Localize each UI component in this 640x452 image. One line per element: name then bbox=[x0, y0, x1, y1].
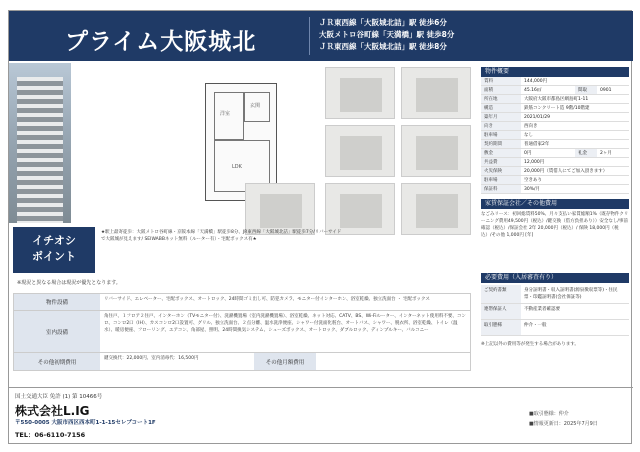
required-value: 身分証明書・収入証明書(源泉徴収票等)・住民票・印鑑証明書(会社保証等) bbox=[524, 288, 618, 300]
property-flyer bbox=[8, 10, 632, 444]
spec-key: 火災保険 bbox=[481, 167, 521, 175]
spec-row bbox=[481, 158, 629, 167]
building-photo bbox=[9, 63, 71, 223]
spec-value: 大阪府大阪市都島区網島町1-11 bbox=[524, 97, 589, 102]
spec-value: 普通借家2年 bbox=[524, 142, 550, 147]
company-tel: TEL：06-6110-7156 bbox=[15, 431, 86, 439]
floorplan-label: LDK bbox=[232, 164, 242, 170]
spec-key: 共益費 bbox=[481, 158, 521, 166]
spec-key: 賃料 bbox=[481, 77, 521, 85]
required-row bbox=[481, 320, 629, 336]
access-line: ＪＲ東西線「大阪城北詰」駅 徒歩8分 bbox=[319, 42, 447, 51]
spec-title: 物件概要 bbox=[481, 67, 629, 77]
required-key: ご契約書類 bbox=[481, 285, 521, 303]
table-row bbox=[13, 311, 471, 353]
spec-row bbox=[481, 131, 629, 140]
spec-value: 45.16㎡ bbox=[524, 88, 542, 93]
toilet-photo bbox=[325, 183, 395, 235]
spec-row bbox=[481, 86, 629, 95]
table-value: 角住戸、１フロア２住戸、インターホン（TVモニター付）、洗濯機置場（室内洗濯機置場）、浴室乾燥、ネット対応、CATV、BS、Wi-Fiルーター、インターネット使用料不要、コンロ、コンロ2口（IH）、カスコンロ2口設置可、グリル、独立洗面台、２点分離、温水洗浄便座、シャワー付洗面化粧台、オートバス、シャワー、脱衣所、浴室乾燥、トイレ（温水）、暖房便座、フローリング、エアコン、角部屋、照明、24時間換気システム、シューズボックス、オートロック、ダブルロック、ディンプルキー、バルコニー bbox=[104, 314, 466, 333]
table-row bbox=[13, 293, 471, 311]
table-value: リバーサイド、エレベーター、宅配ボックス、オートロック、24時間ゴミ出し可、防犯カメラ、モニター付インターホン、浴室乾燥、独立洗面台 ・ 宅配ボックス bbox=[104, 297, 430, 302]
spec-row bbox=[481, 149, 629, 158]
spec-key: 敷金 bbox=[481, 149, 521, 157]
equipment-table bbox=[13, 293, 471, 371]
access-line: ＪＲ東西線「大阪城北詰」駅 徒歩6分 bbox=[319, 18, 447, 27]
spec-row bbox=[481, 176, 629, 185]
header-banner bbox=[9, 11, 633, 61]
spec-value: 12,000円 bbox=[524, 160, 545, 165]
access-list bbox=[319, 17, 454, 53]
spec-value: 西向き bbox=[524, 124, 538, 129]
spec-row bbox=[481, 140, 629, 149]
table-value: 鍵交換代：22,000円、室内消毒代：16,500円 bbox=[104, 356, 199, 361]
spec-key: 保証料 bbox=[481, 185, 521, 193]
footer bbox=[9, 387, 633, 445]
table-key: 室内設備 bbox=[14, 311, 100, 352]
spec-table bbox=[481, 67, 629, 194]
table-key: その他月額費用 bbox=[254, 353, 316, 370]
spec-key: 築年月 bbox=[481, 113, 521, 121]
spec-key: 向き bbox=[481, 122, 521, 130]
spec-value: 鉄筋コンクリート造 9階/10階建 bbox=[524, 106, 590, 111]
spec-row bbox=[481, 122, 629, 131]
oshi-badge bbox=[13, 227, 95, 273]
spec-key: 面積 bbox=[481, 86, 521, 94]
spec-value: 20,000円（賃借人にてご加入頂きます） bbox=[524, 169, 608, 174]
room-photo bbox=[325, 67, 395, 119]
washroom-photo bbox=[245, 183, 315, 235]
spec-key: 所在地 bbox=[481, 95, 521, 103]
table-key: 物件設備 bbox=[14, 294, 100, 310]
spec-key: 駐車場 bbox=[481, 176, 521, 184]
update-date: ■情報更新日：2025年7月9日 bbox=[529, 421, 598, 427]
license-number: 国土交通大臣 免許 (1) 第 10466号 bbox=[15, 394, 103, 400]
spec-key: 駐車場 bbox=[481, 131, 521, 139]
spec-value: なし bbox=[524, 133, 533, 138]
spec-value: 0901 bbox=[600, 88, 612, 93]
required-note: ※上記以外の費用等が発生する場合があります。 bbox=[481, 342, 579, 347]
room-photo bbox=[401, 125, 471, 177]
fees-title: 家賃保証会社／その他費用 bbox=[481, 199, 629, 209]
company-name: 株式会社L.IG bbox=[15, 404, 90, 418]
spec-row bbox=[481, 104, 629, 113]
header-divider bbox=[309, 17, 310, 55]
spec-value: 2021/01/29 bbox=[524, 115, 550, 120]
transaction-type: ■取引態様：仲介 bbox=[529, 411, 569, 417]
spec-key: 間取 bbox=[575, 86, 597, 94]
spec-key: 契約期間 bbox=[481, 140, 521, 148]
table-value bbox=[316, 353, 470, 370]
table-key: その他初期費用 bbox=[14, 353, 100, 370]
oshi-text: ★駅上最寄徒歩：大阪メトロ谷町線・京阪本線「天満橋」駅徒歩8分、JR東西線「大阪城北詰」駅徒歩7分/リバーサイドで大阪城が見えます/ SEIWABBネット無料（ルーター有）・宅配ボックス有★ bbox=[101, 230, 342, 242]
oshi-label: イチオシ bbox=[32, 234, 76, 247]
required-row bbox=[481, 285, 629, 304]
spec-row bbox=[481, 185, 629, 194]
bath-photo bbox=[325, 125, 395, 177]
spec-value: 空きあり bbox=[524, 178, 542, 183]
required-value: 不動産業者確認要 bbox=[524, 307, 560, 312]
required-key: 取引態様 bbox=[481, 320, 521, 335]
required-title: 必要費用（入居審査有り） bbox=[481, 273, 629, 283]
spec-row bbox=[481, 167, 629, 176]
table-row bbox=[13, 353, 471, 371]
floorplan-label: 玄関 bbox=[250, 103, 261, 109]
kitchen-photo bbox=[401, 67, 471, 119]
required-key: 連帯保証人 bbox=[481, 304, 521, 319]
spec-value: 0円 bbox=[524, 151, 532, 156]
spec-value: 144,000円 bbox=[524, 79, 548, 84]
spec-row bbox=[481, 113, 629, 122]
spec-row bbox=[481, 95, 629, 104]
required-value: 仲介・一般 bbox=[524, 323, 547, 328]
spec-key: 構造 bbox=[481, 104, 521, 112]
property-name: プライム大阪城北 bbox=[65, 29, 257, 55]
access-line: 大阪メトロ谷町線「天満橋」駅 徒歩8分 bbox=[319, 30, 455, 39]
fees-text: なごみリース：初回総賃料50%、月々支払い家賃総額1%（既存物件クリーニング費用49,500円（税込）/鍵交換（借方負担あり））安全なし/事前確認（税込）/保証会社 2年 20,000円（税込）/ 保険 18,000円（税込）/その他 1,000円 [年] bbox=[481, 212, 629, 238]
spec-key: 礼金 bbox=[575, 149, 597, 157]
required-row bbox=[481, 304, 629, 320]
company-address: 〒550-0005 大阪市西区西本町1-1-15セレブコート1F bbox=[15, 420, 156, 426]
spec-row bbox=[481, 77, 629, 86]
oshi-label: ポイント bbox=[32, 250, 76, 263]
storage-photo bbox=[401, 183, 471, 235]
disclaimer-note: ※現況と異なる場合は現況が優先となります。 bbox=[17, 280, 121, 286]
floorplan-label: 洋室 bbox=[220, 111, 231, 117]
spec-value: 2ヶ月 bbox=[600, 151, 612, 156]
spec-value: 30%/月 bbox=[524, 187, 541, 192]
